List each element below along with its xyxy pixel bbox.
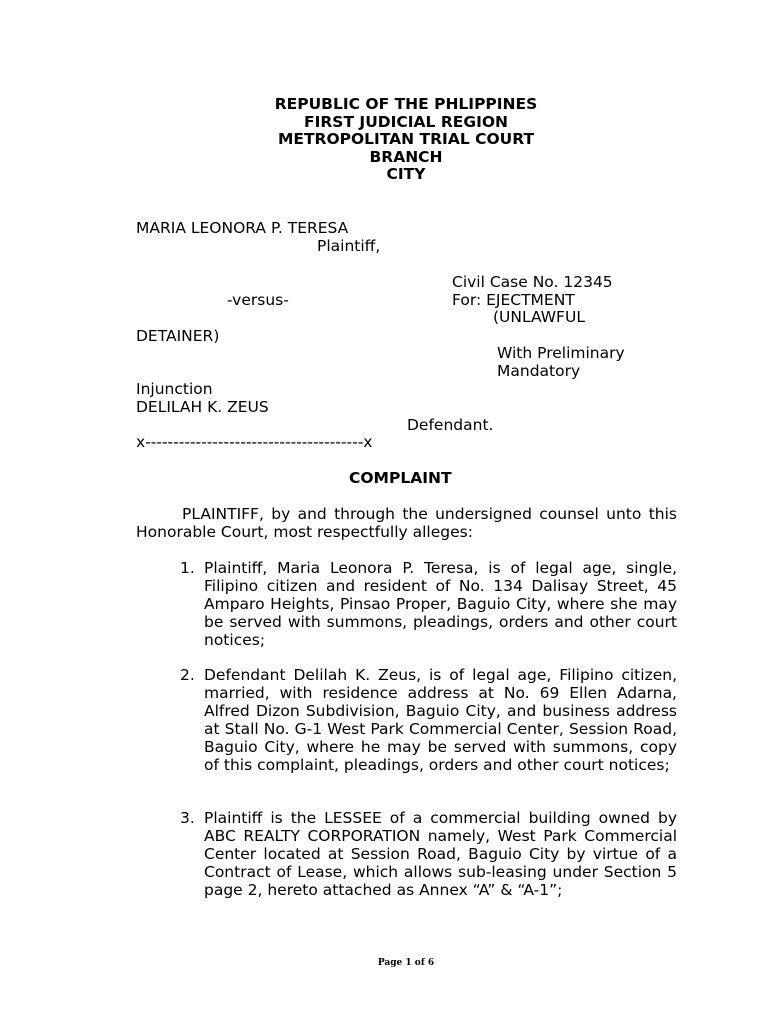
case-unlawful: (UNLAWFUL	[493, 308, 585, 326]
case-with-preliminary: With Preliminary	[497, 344, 625, 362]
case-number: Civil Case No. 12345	[452, 273, 613, 291]
defendant-name: DELILAH K. ZEUS	[136, 398, 269, 416]
case-for: For: EJECTMENT	[452, 291, 575, 309]
case-injunction: Injunction	[136, 380, 213, 398]
plaintiff-role: Plaintiff,	[317, 237, 381, 255]
header-region: FIRST JUDICIAL REGION	[304, 113, 508, 131]
item-2-number: 2.	[180, 666, 195, 684]
item-2-text: Defendant Delilah K. Zeus, is of legal age, Filipino citizen, married, with residence address at No. 69 Ellen Adarna, Alfred Dizon Subdivision, Baguio City, and business address at Stall No. G-1 West Park Commercial Center, Session Road, Baguio City, where he may be served with summons, copy of this complaint, pleadings, orders and other court notices;	[204, 666, 677, 774]
intro-paragraph: PLAINTIFF, by and through the undersigned counsel unto this Honorable Court, most respectfully alleges:	[136, 505, 677, 541]
item-1-number: 1.	[180, 559, 195, 577]
header-city: CITY	[386, 165, 426, 183]
versus-label: -versus-	[227, 291, 289, 309]
complaint-title: COMPLAINT	[349, 469, 452, 487]
case-mandatory: Mandatory	[497, 362, 581, 380]
item-1-text: Plaintiff, Maria Leonora P. Teresa, is of legal age, single, Filipino citizen and resident of No. 134 Dalisay Street, 45 Amparo Heights, Pinsao Proper, Baguio City, where she may be served with summons, pleadings, orders and other court notices;	[204, 559, 677, 649]
case-detainer: DETAINER)	[136, 327, 220, 345]
item-3-text: Plaintiff is the LESSEE of a commercial building owned by ABC REALTY CORPORATION namely, West Park Commercial Center located at Session Road, Baguio City by virtue of a Contract of Lease, which allows sub-leasing under Section 5 page 2, hereto attached as Annex “A” & “A-1”;	[204, 809, 677, 899]
item-3-number: 3.	[180, 809, 195, 827]
header-republic: REPUBLIC OF THE PHLIPPINES	[274, 95, 538, 113]
header-branch: BRANCH	[369, 148, 443, 166]
header-court: METROPOLITAN TRIAL COURT	[277, 130, 535, 148]
page-footer: Page 1 of 6	[377, 958, 435, 968]
defendant-role: Defendant.	[407, 416, 494, 434]
caption-separator: x---------------------------------------x	[136, 433, 373, 451]
plaintiff-name: MARIA LEONORA P. TERESA	[136, 219, 349, 237]
